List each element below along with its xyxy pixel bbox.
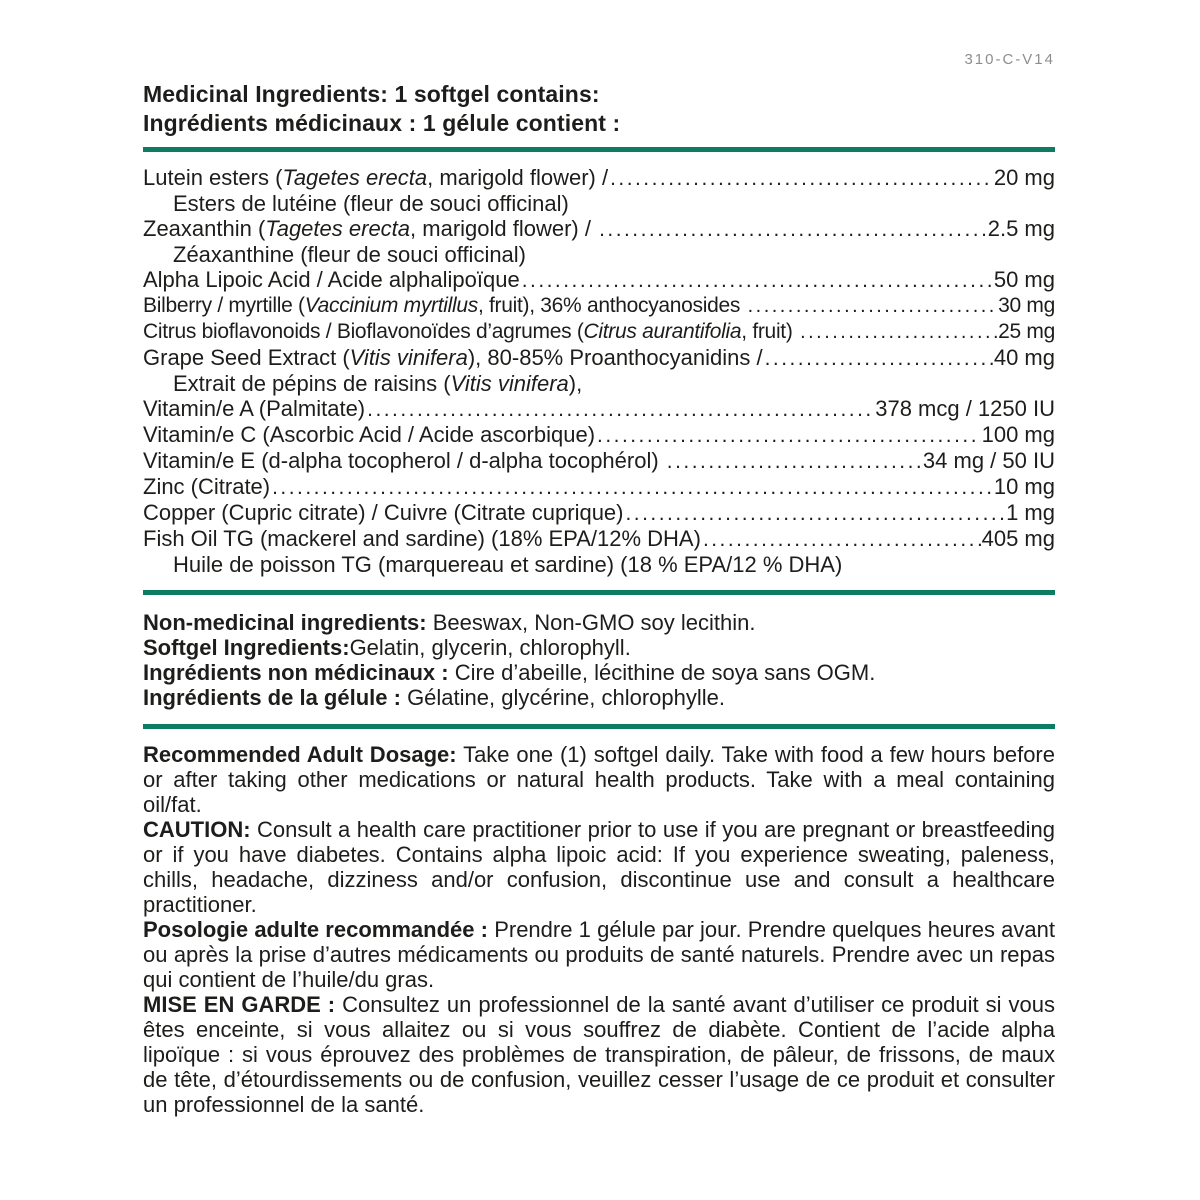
ingredient-row [143, 526, 1055, 552]
dotted-leader [746, 293, 998, 319]
non-medicinal-line [143, 610, 1055, 635]
caution-text-fr: Consultez un professionnel de la santé avant d’utiliser ce produit si vous êtes enceinte, si vous allaitez ou si vous souffrez de diabète. Contient de l’acide alpha lipoïque : si vous éprouvez des problèmes de transpiration, de pâleur, de frissons, de maux de tête, d’étourdissements ou de confusion, veuillez cesser l’usage de ce produit et consulter un professionnel de la santé. [143, 992, 1055, 1117]
ingredient-amount: 25 mg [998, 320, 1055, 343]
ingredient-amount: 2.5 mg [987, 216, 1055, 241]
ingredient-name [143, 319, 798, 344]
ingredient-row [143, 422, 1055, 448]
latin-name: Vitis vinifera [349, 345, 468, 370]
ingredient-amount: 20 mg [993, 165, 1055, 190]
caution-paragraph-fr [143, 992, 1055, 1117]
non-medicinal-text-fr: Cire d’abeille, lécithine de soya sans OGM. [448, 660, 876, 685]
dotted-leader [270, 474, 993, 500]
latin-name: Vitis vinifera [450, 371, 569, 396]
ingredient-name-text: Zinc (Citrate) [143, 474, 271, 499]
ingredient-name [143, 165, 608, 190]
ingredient-name-text: , fruit) [741, 320, 799, 343]
ingredient-row [143, 319, 1055, 345]
ingredient-name-text: Copper (Cupric citrate) / Cuivre (Citrate cuprique) [143, 500, 624, 525]
ingredient-amount: 30 mg [998, 294, 1055, 317]
ingredient-name [173, 191, 569, 216]
ingredient-name-text: Zeaxanthin ( [143, 216, 266, 241]
ingredient-amount: 34 mg / 50 IU [922, 448, 1055, 473]
ingredient-row [143, 165, 1055, 191]
ingredient-row [143, 396, 1055, 422]
ingredient-row [143, 293, 1055, 319]
ingredient-name-text: Extrait de pépins de raisins ( [173, 371, 451, 396]
ingredient-amount: 100 mg [981, 422, 1055, 447]
ingredient-subline [143, 371, 1055, 396]
softgel-ingredients-label: Softgel Ingredients: [143, 635, 350, 660]
ingredient-row [143, 448, 1055, 474]
ingredient-name-text: , fruit), 36% anthocyanosides [477, 294, 746, 317]
latin-name: Vaccinium myrtillus [304, 294, 478, 317]
ingredient-subline [143, 242, 1055, 267]
non-medicinal-line-fr [143, 660, 1055, 685]
ingredient-amount: 10 mg [993, 474, 1055, 499]
latin-name: Citrus aurantifolia [583, 320, 742, 343]
ingredient-name [143, 422, 595, 447]
dotted-leader [624, 500, 1006, 526]
header-english: Medicinal Ingredients: 1 softgel contains: [143, 81, 600, 107]
divider-rule-top [143, 147, 1055, 152]
dosage-section [143, 742, 1055, 1117]
ingredient-name [143, 448, 665, 473]
ingredient-name-text: Grape Seed Extract ( [143, 345, 350, 370]
ingredient-name-text: Vitamin/e E (d-alpha tocopherol / d-alpha tocophérol) [143, 448, 665, 473]
ingredient-name [143, 345, 763, 370]
ingredient-row [143, 267, 1055, 293]
ingredient-name [143, 396, 365, 421]
ingredient-name [143, 267, 520, 292]
dotted-leader [608, 165, 993, 191]
ingredient-subline [143, 191, 1055, 216]
non-medicinal-text-en: Beeswax, Non-GMO soy lecithin. [426, 610, 756, 635]
header-french: Ingrédients médicinaux : 1 gélule contient : [143, 110, 621, 136]
dosage-label-en: Recommended Adult Dosage: [143, 742, 457, 767]
dosage-paragraph-fr [143, 917, 1055, 992]
ingredient-row [143, 500, 1055, 526]
ingredient-row [143, 474, 1055, 500]
softgel-ingredients-line-fr [143, 685, 1055, 710]
dotted-leader [701, 526, 981, 552]
ingredient-subline [143, 552, 1055, 577]
ingredient-name [143, 293, 746, 318]
non-medicinal-label-fr: Ingrédients non médicinaux : [143, 660, 449, 685]
ingredient-name [143, 500, 624, 525]
non-medicinal-label-en: Non-medicinal ingredients: [143, 610, 427, 635]
ingredient-name-text: ), [568, 371, 583, 396]
ingredient-name-text: Bilberry / myrtille ( [143, 294, 305, 317]
caution-text-en: Consult a health care practitioner prior to use if you are pregnant or breastfeeding or if you have diabetes. Contains alpha lipoic acid: If you experience sweating, paleness, chills, headache, dizziness and/or confusion, discontinue use and consult a healthcare practitioner. [143, 817, 1055, 917]
dosage-paragraph-en [143, 742, 1055, 817]
ingredient-name-text: , marigold flower) / [427, 165, 609, 190]
dotted-leader [798, 319, 997, 345]
softgel-ingredients-line [143, 635, 1055, 660]
ingredient-amount: 1 mg [1006, 500, 1055, 525]
ingredient-name [173, 242, 526, 267]
ingredient-name [143, 474, 270, 499]
dosage-text-fr: Prendre 1 gélule par jour. Prendre quelques heures avant ou après la prise d’autres médicaments ou produits de santé naturels. Prendre avec un repas qui contient de l’huile/du gras. [143, 917, 1056, 992]
caution-label-en: CAUTION: [143, 817, 251, 842]
softgel-ingredients-text-fr: Gélatine, glycérine, chlorophylle. [400, 685, 726, 710]
dotted-leader [595, 422, 981, 448]
ingredient-name-text: ), 80-85% Proanthocyanidins / [467, 345, 763, 370]
medicinal-ingredients-list [143, 165, 1055, 577]
dotted-leader [365, 396, 874, 422]
ingredient-name [173, 371, 582, 396]
dosage-label-fr: Posologie adulte recommandée : [143, 917, 488, 942]
ingredient-name-text: Zéaxanthine (fleur de souci officinal) [173, 242, 527, 267]
ingredient-name-text: Vitamin/e A (Palmitate) [143, 396, 366, 421]
ingredient-name [143, 526, 701, 551]
softgel-ingredients-text: Gelatin, glycerin, chlorophyll. [349, 635, 631, 660]
dotted-leader [763, 345, 993, 371]
dotted-leader [665, 448, 922, 474]
caution-label-fr: MISE EN GARDE : [143, 992, 336, 1017]
ingredient-row [143, 345, 1055, 371]
ingredient-name [143, 216, 597, 241]
lot-code: 310-C-V14 [964, 51, 1055, 68]
ingredient-name-text: Lutein esters ( [143, 165, 283, 190]
latin-name: Tagetes erecta [282, 165, 428, 190]
dotted-leader [597, 216, 987, 242]
ingredient-name-text: Alpha Lipoic Acid / Acide alphalipoïque [143, 267, 520, 292]
label-content [143, 52, 1055, 1117]
ingredient-name-text: Esters de lutéine (fleur de souci officinal) [173, 191, 569, 216]
ingredient-amount: 50 mg [993, 267, 1055, 292]
ingredient-name-text: Fish Oil TG (mackerel and sardine) (18% EPA/12% DHA) [143, 526, 701, 551]
ingredient-amount: 405 mg [981, 526, 1055, 551]
non-medicinal-section [143, 610, 1055, 710]
divider-rule-bottom [143, 724, 1055, 729]
medicinal-ingredients-header [143, 80, 1055, 138]
dosage-text-en: Take one (1) softgel daily. Take with food a few hours before or after taking other medications or natural health products. Take with a meal containing oil/fat. [143, 742, 1055, 817]
divider-rule-middle [143, 590, 1055, 595]
ingredient-amount: 378 mcg / 1250 IU [875, 396, 1055, 421]
ingredient-name-text: Huile de poisson TG (marquereau et sardine) (18 % EPA/12 % DHA) [173, 552, 843, 577]
softgel-ingredients-label-fr: Ingrédients de la gélule : [143, 685, 401, 710]
ingredient-name-text: Vitamin/e C (Ascorbic Acid / Acide ascorbique) [143, 422, 596, 447]
ingredient-name-text: , marigold flower) / [410, 216, 598, 241]
caution-paragraph-en [143, 817, 1055, 917]
ingredient-row [143, 216, 1055, 242]
latin-name: Tagetes erecta [265, 216, 411, 241]
ingredient-name [173, 552, 842, 577]
ingredient-amount: 40 mg [993, 345, 1055, 370]
dotted-leader [520, 267, 993, 293]
ingredient-name-text: Citrus bioflavonoids / Bioflavonoïdes d’agrumes ( [143, 320, 584, 343]
